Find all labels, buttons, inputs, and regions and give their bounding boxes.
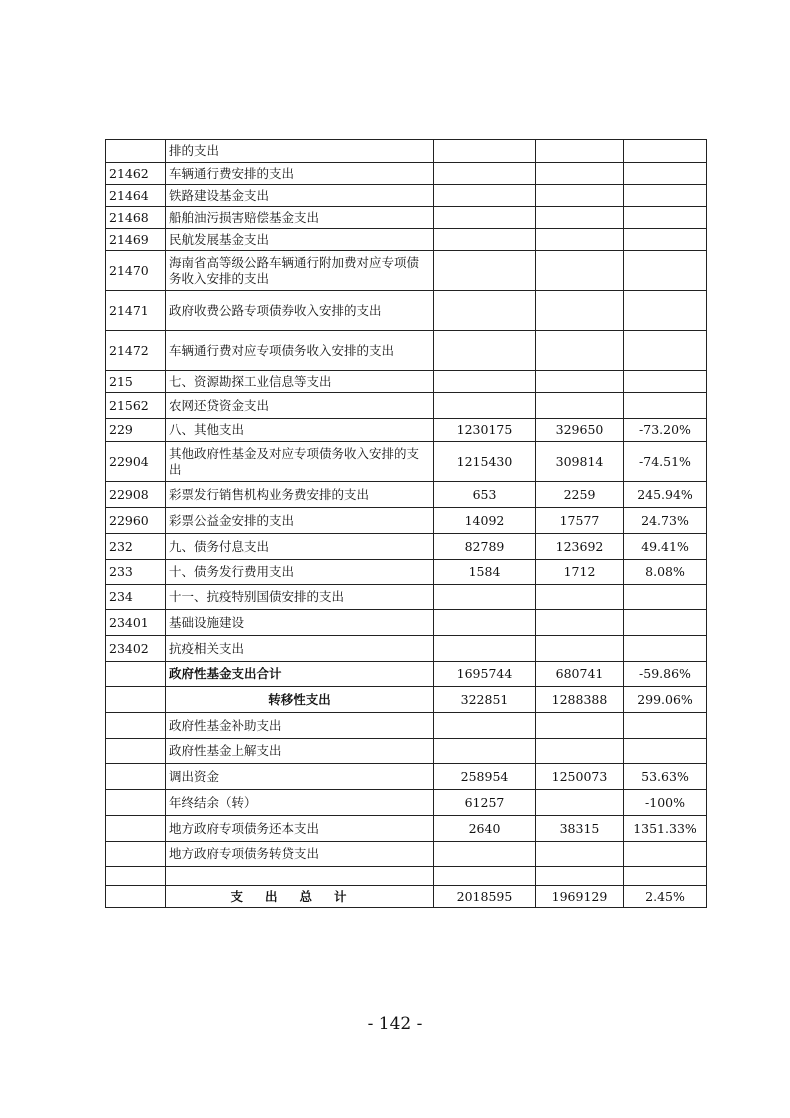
table-row [106,585,707,610]
row-value-2022: 123692 [536,534,624,560]
row-value-2021 [434,610,536,636]
row-change: 8.08% [624,560,707,585]
table-row [106,636,707,662]
row-change [624,140,707,163]
row-value-2021: 1215430 [434,442,536,482]
row-name: 民航发展基金支出 [166,229,434,251]
row-value-2022 [536,185,624,207]
table-row [106,764,707,790]
table-row [106,291,707,331]
table-row [106,687,707,713]
row-code: 233 [106,560,166,585]
row-name: 年终结余（转） [166,790,434,816]
row-name: 地方政府专项债务转贷支出 [166,842,434,867]
row-value-2022 [536,790,624,816]
row-change: -73.20% [624,419,707,442]
row-name [166,867,434,886]
table-row [106,185,707,207]
row-code: 22904 [106,442,166,482]
row-value-2022 [536,393,624,419]
row-change [624,163,707,185]
row-change: -59.86% [624,662,707,687]
row-name: 政府收费公路专项债券收入安排的支出 [166,291,434,331]
row-change: 245.94% [624,482,707,508]
table-row [106,534,707,560]
row-name: 政府性基金补助支出 [166,713,434,739]
table-row [106,251,707,291]
row-value-2022 [536,291,624,331]
row-value-2022: 680741 [536,662,624,687]
row-name: 车辆通行费安排的支出 [166,163,434,185]
row-change [624,867,707,886]
row-value-2022: 329650 [536,419,624,442]
row-code [106,790,166,816]
row-value-2022: 1250073 [536,764,624,790]
table-row [106,419,707,442]
row-value-2021 [434,371,536,393]
row-value-2022 [536,867,624,886]
row-value-2022 [536,140,624,163]
row-value-2022: 2259 [536,482,624,508]
row-name: 车辆通行费对应专项债务收入安排的支出 [166,331,434,371]
row-value-2021: 2640 [434,816,536,842]
row-value-2021 [434,867,536,886]
row-value-2021 [434,393,536,419]
row-code: 22908 [106,482,166,508]
row-change [624,291,707,331]
row-name: 排的支出 [166,140,434,163]
row-value-2021: 1584 [434,560,536,585]
row-value-2022 [536,229,624,251]
row-value-2022 [536,251,624,291]
row-name: 调出资金 [166,764,434,790]
row-code [106,662,166,687]
row-code [106,764,166,790]
row-value-2022 [536,163,624,185]
page-number: - 142 - [367,1014,423,1034]
row-value-2021 [434,163,536,185]
row-code: 21471 [106,291,166,331]
table-row [106,371,707,393]
row-change [624,229,707,251]
row-name: 基础设施建设 [166,610,434,636]
table-row [106,482,707,508]
row-value-2021 [434,636,536,662]
row-value-2021: 61257 [434,790,536,816]
row-change [624,739,707,764]
row-value-2021: 322851 [434,687,536,713]
row-value-2021 [434,713,536,739]
row-value-2022 [536,636,624,662]
row-value-2021 [434,585,536,610]
row-value-2022 [536,585,624,610]
table-row [106,229,707,251]
row-value-2021 [434,251,536,291]
row-name: 船舶油污损害赔偿基金支出 [166,207,434,229]
row-value-2022 [536,207,624,229]
row-code: 215 [106,371,166,393]
row-value-2021 [434,842,536,867]
row-change [624,842,707,867]
row-name: 海南省高等级公路车辆通行附加费对应专项债务收入安排的支出 [166,251,434,291]
row-code [106,713,166,739]
row-value-2021: 653 [434,482,536,508]
row-value-2021 [434,229,536,251]
row-name: 铁路建设基金支出 [166,185,434,207]
row-change [624,393,707,419]
row-value-2021: 82789 [434,534,536,560]
table-row [106,867,707,886]
row-code [106,739,166,764]
row-code: 229 [106,419,166,442]
row-code: 22960 [106,508,166,534]
row-value-2021 [434,291,536,331]
table-row [106,842,707,867]
table-row [106,610,707,636]
row-change [624,713,707,739]
row-value-2021: 14092 [434,508,536,534]
row-value-2021: 258954 [434,764,536,790]
row-code [106,842,166,867]
row-change [624,207,707,229]
row-code: 232 [106,534,166,560]
row-value-2021: 2018595 [434,886,536,908]
table-row [106,393,707,419]
table-row [106,662,707,687]
row-value-2022: 1969129 [536,886,624,908]
row-value-2022 [536,331,624,371]
table-row [106,790,707,816]
row-code: 21464 [106,185,166,207]
row-value-2022: 309814 [536,442,624,482]
row-name: 转移性支出 [166,687,434,713]
table-row [106,560,707,585]
row-code [106,687,166,713]
row-name: 十一、抗疫特别国债安排的支出 [166,585,434,610]
row-value-2021: 1230175 [434,419,536,442]
row-value-2021 [434,739,536,764]
row-name: 九、债务付息支出 [166,534,434,560]
row-change [624,636,707,662]
row-value-2022: 38315 [536,816,624,842]
row-value-2022 [536,713,624,739]
row-value-2022 [536,610,624,636]
row-code [106,867,166,886]
row-change: 49.41% [624,534,707,560]
row-value-2021 [434,185,536,207]
table-row [106,713,707,739]
row-name: 十、债务发行费用支出 [166,560,434,585]
row-change [624,251,707,291]
table-row [106,816,707,842]
row-code: 21468 [106,207,166,229]
budget-expenditure-table [105,139,707,908]
table-row [106,140,707,163]
row-value-2022: 1712 [536,560,624,585]
row-change [624,610,707,636]
row-name: 农网还贷资金支出 [166,393,434,419]
row-name: 彩票发行销售机构业务费安排的支出 [166,482,434,508]
row-value-2021 [434,207,536,229]
row-code: 23402 [106,636,166,662]
row-name: 其他政府性基金及对应专项债务收入安排的支出 [166,442,434,482]
row-value-2022: 1288388 [536,687,624,713]
row-code: 21472 [106,331,166,371]
row-change: -74.51% [624,442,707,482]
row-change [624,185,707,207]
table-row [106,886,707,908]
row-code [106,886,166,908]
row-code: 21462 [106,163,166,185]
row-name: 地方政府专项债务还本支出 [166,816,434,842]
table-row [106,163,707,185]
row-name: 八、其他支出 [166,419,434,442]
row-name: 七、资源勘探工业信息等支出 [166,371,434,393]
table-row [106,442,707,482]
row-change: 2.45% [624,886,707,908]
row-code: 21469 [106,229,166,251]
row-name: 抗疫相关支出 [166,636,434,662]
row-value-2022 [536,371,624,393]
row-value-2022 [536,739,624,764]
row-code [106,140,166,163]
row-value-2022 [536,842,624,867]
table-row [106,331,707,371]
row-change: 24.73% [624,508,707,534]
row-code: 21470 [106,251,166,291]
row-change: -100% [624,790,707,816]
row-change [624,331,707,371]
row-change [624,585,707,610]
row-change: 53.63% [624,764,707,790]
table-row [106,207,707,229]
row-value-2021 [434,331,536,371]
row-name: 支出总计 [166,886,434,908]
table-row [106,739,707,764]
row-code: 21562 [106,393,166,419]
table-row [106,508,707,534]
row-name: 政府性基金支出合计 [166,662,434,687]
row-code: 23401 [106,610,166,636]
row-code [106,816,166,842]
row-value-2021: 1695744 [434,662,536,687]
row-code: 234 [106,585,166,610]
row-name: 政府性基金上解支出 [166,739,434,764]
row-change [624,371,707,393]
row-change: 299.06% [624,687,707,713]
row-name: 彩票公益金安排的支出 [166,508,434,534]
row-value-2022: 17577 [536,508,624,534]
row-change: 1351.33% [624,816,707,842]
row-value-2021 [434,140,536,163]
